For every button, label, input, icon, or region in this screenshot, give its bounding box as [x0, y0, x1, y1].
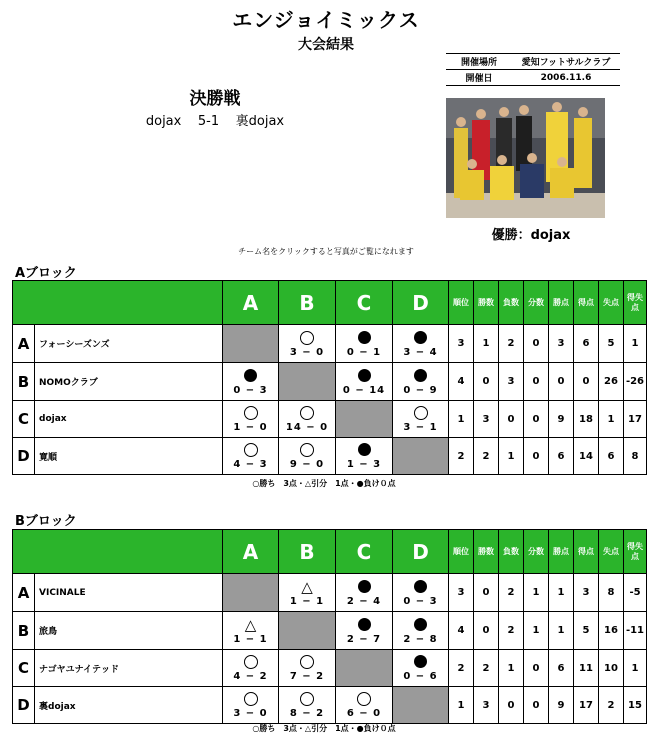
- match-cell: [279, 401, 336, 438]
- match-score: 3 − 4: [403, 346, 438, 358]
- win-circle-icon: [279, 690, 335, 708]
- match-cell: [223, 363, 279, 401]
- match-score: 2 − 4: [346, 595, 382, 607]
- self-match-cell: [223, 574, 279, 612]
- stat-rank: 2: [449, 650, 474, 687]
- block-a-table: [12, 280, 647, 475]
- stat-header-goals-against: 失点: [599, 281, 624, 325]
- table-row: [13, 687, 647, 724]
- winner-team-photo[interactable]: [446, 98, 605, 218]
- final-title: 決勝戦: [189, 89, 241, 109]
- draw-triangle-icon: [279, 578, 335, 596]
- draw-triangle-icon: [223, 616, 278, 634]
- stat-goal-diff: 1: [624, 650, 647, 687]
- stat-goal-diff: 15: [624, 687, 647, 724]
- stat-goals-against: 6: [599, 438, 624, 475]
- stat-rank: 1: [449, 401, 474, 438]
- stat-goals-against: 2: [599, 687, 624, 724]
- match-score: 0 − 9: [403, 384, 438, 396]
- stat-goals-against: 10: [599, 650, 624, 687]
- stat-losses: 0: [499, 687, 524, 724]
- header-blank: [13, 281, 223, 325]
- match-cell: [223, 612, 279, 650]
- match-cell: [336, 325, 393, 363]
- stat-draws: 0: [524, 363, 549, 401]
- loss-dot-icon: [336, 367, 392, 385]
- loss-dot-icon: [336, 616, 392, 634]
- match-cell: [336, 438, 393, 475]
- match-cell: [279, 574, 336, 612]
- team-name-link[interactable]: 旅鳥: [35, 612, 223, 650]
- match-cell: [393, 574, 449, 612]
- stat-draws: 1: [524, 612, 549, 650]
- self-match-cell: [336, 401, 393, 438]
- page-title: エンジョイミックス: [232, 8, 420, 32]
- stat-goals-for: 5: [574, 612, 599, 650]
- loss-dot-icon: [393, 329, 448, 347]
- stat-goal-diff: -26: [624, 363, 647, 401]
- win-circle-icon: [393, 404, 448, 422]
- stat-header-goals-against: 失点: [599, 530, 624, 574]
- match-score: 1 − 3: [346, 459, 382, 470]
- stat-header-draws: 分数: [524, 530, 549, 574]
- match-cell: [279, 650, 336, 687]
- stat-goals-against: 26: [599, 363, 624, 401]
- table-row: [13, 438, 647, 475]
- stat-wins: 1: [474, 325, 499, 363]
- stat-header-goal-diff: 得失点: [624, 281, 647, 325]
- match-score: 4 − 2: [233, 671, 268, 682]
- loss-dot-icon: [393, 367, 448, 385]
- col-header-d: D: [393, 281, 449, 325]
- stat-draws: 0: [524, 438, 549, 475]
- team-photo-icon: [446, 98, 605, 218]
- stat-rank: 3: [449, 574, 474, 612]
- match-cell: [393, 612, 449, 650]
- stat-goal-diff: 1: [624, 325, 647, 363]
- col-header-d: D: [393, 530, 449, 574]
- stat-points: 3: [549, 325, 574, 363]
- stat-goals-against: 8: [599, 574, 624, 612]
- col-header-b: B: [279, 281, 336, 325]
- stat-header-wins: 勝数: [474, 530, 499, 574]
- match-score: 0 − 1: [346, 346, 382, 358]
- team-name-link[interactable]: 寛順: [35, 438, 223, 475]
- team-name-link[interactable]: ナゴヤユナイテッド: [35, 650, 223, 687]
- row-label: C: [13, 401, 35, 438]
- stat-points: 1: [549, 574, 574, 612]
- stat-wins: 0: [474, 612, 499, 650]
- match-cell: [223, 401, 279, 438]
- stat-wins: 0: [474, 574, 499, 612]
- stat-losses: 1: [499, 650, 524, 687]
- stat-draws: 0: [524, 401, 549, 438]
- match-cell: [393, 325, 449, 363]
- stat-draws: 0: [524, 650, 549, 687]
- row-label: A: [13, 574, 35, 612]
- stat-goals-against: 5: [599, 325, 624, 363]
- row-label: D: [13, 687, 35, 724]
- stat-points: 1: [549, 612, 574, 650]
- row-label: D: [13, 438, 35, 475]
- stat-goals-for: 18: [574, 401, 599, 438]
- match-score: 2 − 8: [403, 633, 438, 645]
- match-cell: [336, 363, 393, 401]
- stat-goals-for: 14: [574, 438, 599, 475]
- block-a-label: Aブロック: [15, 266, 77, 281]
- winner-label: 優勝：dojax: [491, 228, 571, 243]
- win-circle-icon: [279, 653, 335, 671]
- stat-points: 6: [549, 650, 574, 687]
- stat-losses: 0: [499, 401, 524, 438]
- match-score: 0 − 3: [403, 595, 438, 607]
- stat-header-goals-for: 得点: [574, 281, 599, 325]
- stat-points: 6: [549, 438, 574, 475]
- stat-goals-against: 16: [599, 612, 624, 650]
- stat-losses: 2: [499, 612, 524, 650]
- loss-dot-icon: [393, 578, 448, 596]
- stat-goals-for: 3: [574, 574, 599, 612]
- table-row: [13, 401, 647, 438]
- final-team1: dojax: [145, 114, 182, 129]
- stat-losses: 2: [499, 325, 524, 363]
- row-label: B: [13, 363, 35, 401]
- stat-goal-diff: -5: [624, 574, 647, 612]
- match-score: 1 − 1: [289, 595, 325, 607]
- stat-header-rank: 順位: [449, 530, 474, 574]
- block-b-legend: ○勝ち 3点・△引分 1点・●負け０点: [252, 724, 396, 733]
- stat-goal-diff: 17: [624, 401, 647, 438]
- win-circle-icon: [223, 653, 278, 671]
- win-circle-icon: [336, 690, 392, 708]
- table-row: [13, 612, 647, 650]
- stat-goals-for: 17: [574, 687, 599, 724]
- match-score: 9 − 0: [289, 459, 325, 470]
- stat-points: 0: [549, 363, 574, 401]
- stat-points: 9: [549, 401, 574, 438]
- self-match-cell: [223, 325, 279, 363]
- stat-draws: 1: [524, 574, 549, 612]
- stat-draws: 0: [524, 325, 549, 363]
- stat-header-points: 勝点: [549, 530, 574, 574]
- win-circle-icon: [223, 690, 278, 708]
- stat-rank: 4: [449, 612, 474, 650]
- loss-dot-icon: [336, 578, 392, 596]
- stat-rank: 1: [449, 687, 474, 724]
- win-circle-icon: [223, 404, 278, 422]
- venue-label: 開催場所: [446, 54, 512, 70]
- match-score: 3 − 0: [289, 346, 325, 358]
- match-cell: [336, 574, 393, 612]
- match-score: 0 − 14: [342, 384, 386, 396]
- stat-header-losses: 負数: [499, 530, 524, 574]
- table-row: [13, 325, 647, 363]
- self-match-cell: [279, 612, 336, 650]
- page-subtitle: 大会結果: [298, 37, 354, 53]
- stat-goals-for: 6: [574, 325, 599, 363]
- stat-losses: 2: [499, 574, 524, 612]
- match-score: 4 − 3: [233, 459, 268, 470]
- stat-goals-for: 0: [574, 363, 599, 401]
- match-cell: [279, 687, 336, 724]
- match-cell: [336, 612, 393, 650]
- win-circle-icon: [223, 441, 278, 459]
- stat-header-rank: 順位: [449, 281, 474, 325]
- stat-wins: 3: [474, 687, 499, 724]
- table-row: [13, 363, 647, 401]
- team-name-link[interactable]: dojax: [35, 401, 223, 438]
- match-score: 8 − 2: [289, 708, 325, 719]
- self-match-cell: [393, 438, 449, 475]
- loss-dot-icon: [393, 653, 448, 671]
- loss-dot-icon: [393, 616, 448, 634]
- stat-losses: 3: [499, 363, 524, 401]
- stat-header-goal-diff: 得失点: [624, 530, 647, 574]
- table-row: [13, 574, 647, 612]
- stat-wins: 3: [474, 401, 499, 438]
- match-score: 1 − 0: [233, 422, 268, 433]
- match-score: 7 − 2: [289, 671, 325, 682]
- stat-wins: 0: [474, 363, 499, 401]
- self-match-cell: [336, 650, 393, 687]
- final-team2: 裏dojax: [235, 114, 285, 129]
- match-cell: [223, 650, 279, 687]
- match-cell: [223, 438, 279, 475]
- match-score: 3 − 1: [403, 422, 438, 433]
- stat-wins: 2: [474, 438, 499, 475]
- stat-rank: 3: [449, 325, 474, 363]
- date-value: 2006.11.6: [512, 70, 620, 86]
- match-score: 2 − 7: [346, 633, 382, 645]
- match-cell: [336, 687, 393, 724]
- stat-wins: 2: [474, 650, 499, 687]
- row-label: B: [13, 612, 35, 650]
- team-name-link[interactable]: VICINALE: [35, 574, 223, 612]
- col-header-a: A: [223, 530, 279, 574]
- col-header-a: A: [223, 281, 279, 325]
- final-result: [110, 110, 320, 129]
- block-b-table: [12, 529, 647, 724]
- win-circle-icon: [279, 441, 335, 459]
- match-cell: [279, 438, 336, 475]
- final-score: 5-1: [197, 114, 220, 129]
- stat-goal-diff: 8: [624, 438, 647, 475]
- block-a-legend: ○勝ち 3点・△引分 1点・●負け０点: [252, 479, 396, 488]
- stat-rank: 2: [449, 438, 474, 475]
- team-name-link[interactable]: 裏dojax: [35, 687, 223, 724]
- match-score: 0 − 6: [403, 671, 438, 682]
- venue-value: 愛知フットサルクラブ: [512, 54, 620, 70]
- team-name-link[interactable]: フォーシーズンズ: [35, 325, 223, 363]
- block-b-label: Bブロック: [15, 514, 77, 529]
- match-cell: [223, 687, 279, 724]
- stat-losses: 1: [499, 438, 524, 475]
- loss-dot-icon: [336, 441, 392, 459]
- col-header-c: C: [336, 281, 393, 325]
- stat-header-wins: 勝数: [474, 281, 499, 325]
- stat-header-losses: 負数: [499, 281, 524, 325]
- match-score: 1 − 1: [233, 633, 268, 645]
- loss-dot-icon: [223, 367, 278, 385]
- photo-click-note: チーム名をクリックすると写真がご覧になれます: [238, 247, 414, 256]
- stat-header-goals-for: 得点: [574, 530, 599, 574]
- match-score: 3 − 0: [233, 708, 268, 719]
- win-circle-icon: [279, 404, 335, 422]
- event-info-table: [446, 53, 620, 86]
- match-cell: [393, 401, 449, 438]
- self-match-cell: [279, 363, 336, 401]
- self-match-cell: [393, 687, 449, 724]
- row-label: C: [13, 650, 35, 687]
- stat-rank: 4: [449, 363, 474, 401]
- stat-header-points: 勝点: [549, 281, 574, 325]
- win-circle-icon: [279, 329, 335, 347]
- stat-goal-diff: -11: [624, 612, 647, 650]
- row-label: A: [13, 325, 35, 363]
- table-row: [13, 650, 647, 687]
- loss-dot-icon: [336, 329, 392, 347]
- match-cell: [393, 363, 449, 401]
- match-score: 6 − 0: [346, 708, 382, 719]
- date-label: 開催日: [446, 70, 512, 86]
- match-cell: [279, 325, 336, 363]
- match-cell: [393, 650, 449, 687]
- match-score: 0 − 3: [233, 384, 268, 396]
- col-header-b: B: [279, 530, 336, 574]
- stat-goals-for: 11: [574, 650, 599, 687]
- match-score: 14 − 0: [285, 422, 329, 433]
- stat-draws: 0: [524, 687, 549, 724]
- stat-header-draws: 分数: [524, 281, 549, 325]
- stat-points: 9: [549, 687, 574, 724]
- team-name-link[interactable]: NOMOクラブ: [35, 363, 223, 401]
- header-blank: [13, 530, 223, 574]
- stat-goals-against: 1: [599, 401, 624, 438]
- col-header-c: C: [336, 530, 393, 574]
